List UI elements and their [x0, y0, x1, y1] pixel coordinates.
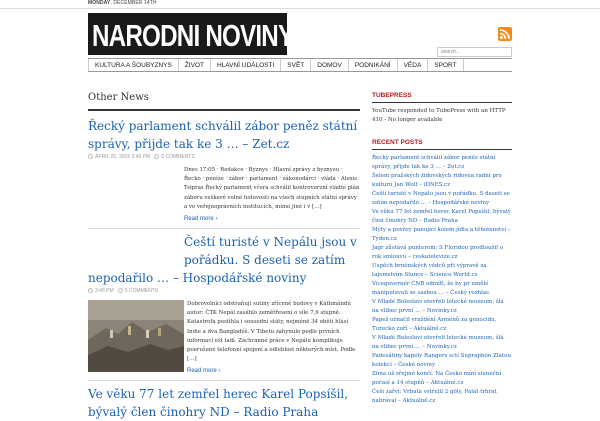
tubepress-text: YouTube responded to TubePress with an HTTP 410 - No longer available: [372, 108, 506, 123]
recent-post-link[interactable]: Viceguvernér ČNB odmítl, že by pr umělé manipulovali se sazbou … – Český rozhlas: [372, 281, 489, 296]
recent-posts-heading: RECENT POSTS: [372, 139, 512, 150]
article-thumbnail[interactable]: [88, 300, 184, 372]
rss-icon[interactable]: [498, 27, 512, 41]
nav-item-kultura[interactable]: KULTURA A ŠOUBYZNYS: [88, 59, 179, 71]
main-nav: [88, 58, 512, 72]
recent-post-link[interactable]: Zima už zřejmě končí. Na Česko míní sluneční počasí a 14 stupňů – Aktuálně.cz: [372, 371, 502, 386]
recent-post-link[interactable]: V Mladé Boleslavi otevřeli letecké muzeum, šlá na vlibec první … – Novinky.cz: [372, 299, 504, 314]
article: [88, 385, 360, 421]
recent-post-link[interactable]: Papež označil vraždění Arménů za genocidu, Turecko zuří – Aktuálně.cz: [372, 317, 497, 332]
search-input[interactable]: search...: [437, 47, 512, 57]
article-meta: APRIL 25, 2015 3:46 PM 0 COMMENTS: [88, 154, 360, 163]
clock-icon: [88, 154, 93, 159]
sidebar: [372, 92, 512, 406]
article: [88, 233, 360, 374]
date-label: MONDAY, DECEMBER 14TH: [88, 0, 157, 6]
recent-post-link[interactable]: Řecký parlament schválil zábor peněz státní správy, přijde tak ke 3 … – Zet.cz: [372, 155, 496, 170]
recent-post-link[interactable]: Ve věku 77 let zemřel herec Karel Popsíšil, bývalý člen činohry ND – Radio Praha: [372, 209, 511, 224]
recent-post-link[interactable]: Úspěch brněnských vědců při výpravě za tajemstvím Slunce – Science World.cz: [372, 263, 487, 278]
article-title-link[interactable]: Řecký parlament schválil zábor peněz státní správy, přijde tak ke 3 … – Zet.cz: [88, 119, 358, 151]
section-title: Other News: [88, 92, 360, 111]
comment-icon: [154, 154, 159, 159]
recent-post-link[interactable]: V Mladé Boleslavi otevřeli letecké muzeum, šlá na vlibec první … – Novinky.cz: [372, 335, 504, 350]
nav-item-domov[interactable]: DOMOV: [311, 59, 349, 71]
article-title-link[interactable]: Čeští turisté v Nepálu jsou v pořádku. S deseti se zatím nepodařilo … – Hospodářské noviny: [88, 235, 357, 286]
thumbnail-placeholder: [88, 166, 184, 252]
recent-post-link[interactable]: Jagr zůstává punterem: S Floridou prodloužil o rok smlouvu – ceskatelevize.cz: [372, 245, 504, 260]
nav-item-hlavni-udalosti[interactable]: HLAVNÍ UDÁLOSTI: [211, 59, 281, 71]
article-excerpt: Dnes 17:05 · Redakce · Byznys · Hlavní zprávy z byznysu · Řecko · peníze · zábor · parlament · zákonodárci · vláda · Alexis Tsipras Řecký parlament včera schválil kontroverzní vládní plán záboru veškeré volné hotovosti na všech stupních státní správy a ve veřejnoprávních institucích, mimo jiné i v […]: [184, 167, 360, 210]
article-title-link[interactable]: Ve věku 77 let zemřel herec Karel Popsíšil, bývalý člen činohry ND – Radio Praha: [88, 387, 349, 420]
site-logo[interactable]: [88, 13, 294, 55]
main-content: [88, 92, 360, 421]
read-more-link[interactable]: Read more ›: [184, 216, 218, 223]
recent-post-link[interactable]: Šelem pražských židovských ridovoa radní pro kulturu Jan Wolf – iDNES.cz: [372, 173, 502, 188]
comments-link[interactable]: 0 COMMENTS: [124, 288, 159, 295]
recent-post-link[interactable]: Padesátiny kapely Rangers sctí Supraphon Zlatou kolekcí – České noviny: [372, 353, 511, 368]
read-more-link[interactable]: Read more ›: [187, 368, 221, 375]
article: [88, 117, 360, 222]
site-title: NARODNI NOVINY: [92, 18, 294, 53]
article-excerpt: Dobrovolníci odstraňují sutiny zřícené budovy v Káthmándú autor: ČTK Nepál zasáhlo zemětřesení o síle 7,9 stupně. Katastrofa postihla i sousední státy, nejméně 34 obětí hlásí Indie a dva Bangladéš. V Tibetu zahynulo podle prvních informací ešt ladí. Záchranné práce v Nepálu komplikuje poerušené telefonní spojení a odlehlost některých míst. Podle […]: [187, 301, 356, 363]
top-bar: [0, 0, 600, 9]
nav-item-zivot[interactable]: ŽIVOT: [179, 59, 211, 71]
article-meta: 3:46 PM 0 COMMENTS: [88, 288, 360, 297]
clock-icon: [88, 288, 93, 293]
comment-icon: [118, 288, 123, 293]
tubepress-heading: TUBEPRESS: [372, 92, 512, 103]
nav-item-veda[interactable]: VĚDA: [398, 59, 429, 71]
recent-posts-list: [372, 154, 512, 406]
nav-item-podnikani[interactable]: PODNIKÁNÍ: [349, 59, 398, 71]
divider: [88, 380, 360, 381]
comments-link[interactable]: 0 COMMENTS: [161, 154, 195, 160]
nav-item-sport[interactable]: SPORT: [428, 59, 463, 71]
nav-item-svet[interactable]: SVĚT: [281, 59, 311, 71]
recent-post-link[interactable]: Češi zařvi: Vrbata vstřelil 2 góly, Palát trhrát nahrával – Aktuálně.cz: [372, 389, 497, 404]
recent-post-link[interactable]: Mýty a pověry panující kolem jídla a těhotenství – Týden.cz: [372, 227, 511, 242]
recent-post-link[interactable]: Čeští turisté v Nepálu jsou v pořádku. S deseti se zatím nepodařilo … – Hospodářské noviny: [372, 191, 510, 206]
